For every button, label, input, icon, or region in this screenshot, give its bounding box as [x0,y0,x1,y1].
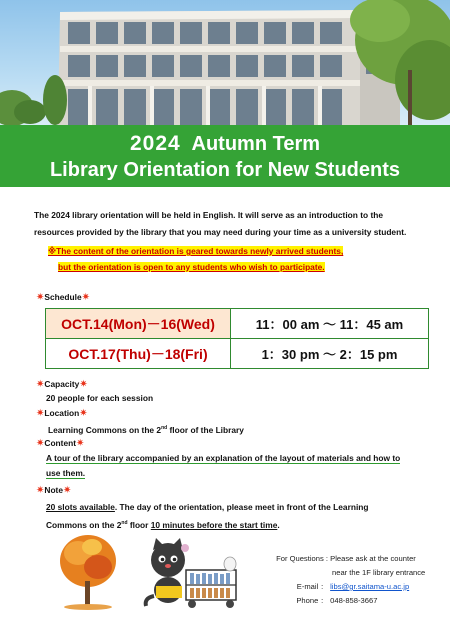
schedule-time: 11：00 am ～ 11：45 am [231,309,429,339]
star-icon: ✷ [36,485,45,496]
location-text-a: Learning Commons on the 2 [48,424,162,435]
capacity-heading [36,378,88,391]
star-icon: ✷ [36,438,45,449]
location-sup: nd [161,425,168,431]
note-slots: 20 slots available [46,502,115,512]
title-subtitle: Library Orientation for New Students [49,159,401,181]
title-line [0,125,450,157]
schedule-date: OCT.14(Mon)－16(Wed) [46,309,231,339]
star-icon: ✷ [36,408,45,419]
content-text [46,452,446,480]
questions-text-2: near the 1F library entrance [332,568,426,577]
schedule-table [45,308,429,369]
note-heading-label: Note [44,485,64,495]
star-icon: ✷ [79,379,88,390]
content-line-2: use them. [46,468,86,478]
location-heading [36,407,88,420]
schedule-time: 1：30 pm ～ 2：15 pm [231,339,429,369]
notice-block [48,244,386,275]
star-icon: ✷ [76,438,85,449]
phone-label: Phone ： [296,596,328,605]
schedule-row [46,339,429,369]
content-line-1: A tour of the library accompanied by an explanation of the layout of materials and how to [46,453,401,463]
schedule-heading [36,291,90,304]
star-icon: ✷ [63,485,72,496]
note-line-2a: Commons on the 2 [46,519,122,530]
star-icon: ✷ [36,292,45,303]
note-sup: nd [121,520,128,526]
location-text-b: floor of the Library [167,424,244,435]
questions-text-1: Please ask at the counter [330,554,416,563]
content-heading [36,437,84,450]
location-text [48,422,244,437]
intro-paragraph [34,207,444,241]
schedule-heading-label: Schedule [44,292,82,302]
email-label: E-mail ： [296,582,328,591]
contact-block [270,552,425,608]
title-year: 2024 [129,132,181,155]
cat-mascot-icon [142,538,246,610]
title-term: Autumn Term [191,133,321,155]
email-link[interactable]: libs@gr.saitama-u.ac.jp [330,582,410,591]
phone-number: 048-858-3667 [330,596,378,605]
note-end: . [277,519,280,530]
location-heading-label: Location [44,408,80,418]
capacity-heading-label: Capacity [44,379,80,389]
title-band [0,125,450,187]
star-icon: ✷ [36,379,45,390]
note-line-2b: floor [127,519,151,530]
note-timing: 10 minutes before the start time [150,519,278,530]
star-icon: ✷ [79,408,88,419]
questions-label: For Questions : [276,554,328,563]
content-heading-label: Content [44,438,77,448]
library-building-image [0,0,450,125]
notice-line-2: but the orientation is open to any students who wish to participate. [58,261,325,272]
intro-line-1: The 2024 library orientation will be held in English. It will serve as an introduction to the [34,210,384,220]
note-line-1: . The day of the orientation, please meet in front of the Learning [114,502,369,512]
autumn-tree-icon [58,533,118,611]
notice-line-1: ※The content of the orientation is geared towards newly arrived students, [48,246,344,256]
schedule-row [46,309,429,339]
note-heading [36,484,71,497]
intro-line-2: resources provided by the library that you may need during your time as a university student. [34,227,407,237]
star-icon: ✷ [81,292,91,303]
note-text [46,499,446,533]
schedule-date: OCT.17(Thu)－18(Fri) [46,339,231,369]
capacity-text: 20 people for each session [46,393,154,403]
header-photo [0,0,450,125]
